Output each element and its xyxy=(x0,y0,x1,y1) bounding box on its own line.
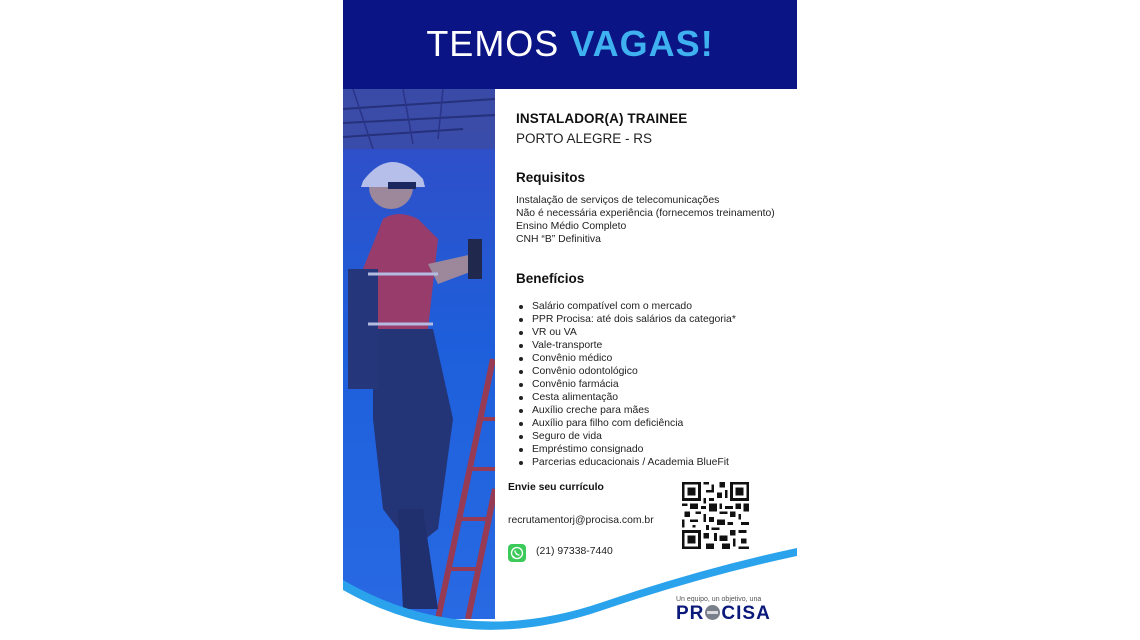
list-item: Ensino Médio Completo xyxy=(516,221,627,232)
email-link[interactable]: recrutamentorj@procisa.com.br xyxy=(508,515,654,526)
header-banner xyxy=(343,0,797,89)
benefits-list xyxy=(516,300,736,469)
list-item: VR ou VA xyxy=(516,326,736,339)
phone-number[interactable]: (21) 97338-7440 xyxy=(536,546,613,557)
list-item: PPR Procisa: até dois salários da categoria* xyxy=(516,313,736,326)
list-item: Parcerias educacionais / Academia BlueFit xyxy=(516,456,736,469)
job-title: INSTALADOR(A) TRAINEE xyxy=(516,111,688,126)
banner-title-highlight: VAGAS! xyxy=(570,22,714,64)
decorative-wave xyxy=(343,540,797,640)
qr-code-icon[interactable] xyxy=(682,482,749,549)
banner-title xyxy=(426,23,713,65)
list-item: Seguro de vida xyxy=(516,430,736,443)
send-resume-label: Envie seu currículo xyxy=(508,482,604,493)
list-item: Salário compatível com o mercado xyxy=(516,300,736,313)
procisa-logo xyxy=(676,603,771,625)
list-item: Instalação de serviços de telecomunicações xyxy=(516,195,720,206)
job-poster xyxy=(343,0,797,640)
list-item: Auxílio creche para mães xyxy=(516,404,736,417)
list-item: Empréstimo consignado xyxy=(516,443,736,456)
list-item: Convênio farmácia xyxy=(516,378,736,391)
requirements-list xyxy=(516,194,775,246)
list-item: Cesta alimentação xyxy=(516,391,736,404)
logo-text-right: CISA xyxy=(721,603,771,624)
logo-text-left: PR xyxy=(676,603,705,624)
list-item: Convênio odontológico xyxy=(516,365,736,378)
list-item: Vale-transporte xyxy=(516,339,736,352)
globe-icon xyxy=(705,605,720,620)
brand-slogan: Un equipo, un objetivo, una xyxy=(676,596,762,603)
benefits-heading: Benefícios xyxy=(516,271,585,286)
list-item: Convênio médico xyxy=(516,352,736,365)
job-location: PORTO ALEGRE - RS xyxy=(516,131,653,146)
list-item: Auxílio para filho com deficiência xyxy=(516,417,736,430)
requirements-heading: Requisitos xyxy=(516,170,586,185)
list-item: CNH “B” Definitiva xyxy=(516,234,601,245)
banner-title-prefix: TEMOS xyxy=(426,22,560,64)
list-item: Não é necessária experiência (fornecemos treinamento) xyxy=(516,208,775,219)
